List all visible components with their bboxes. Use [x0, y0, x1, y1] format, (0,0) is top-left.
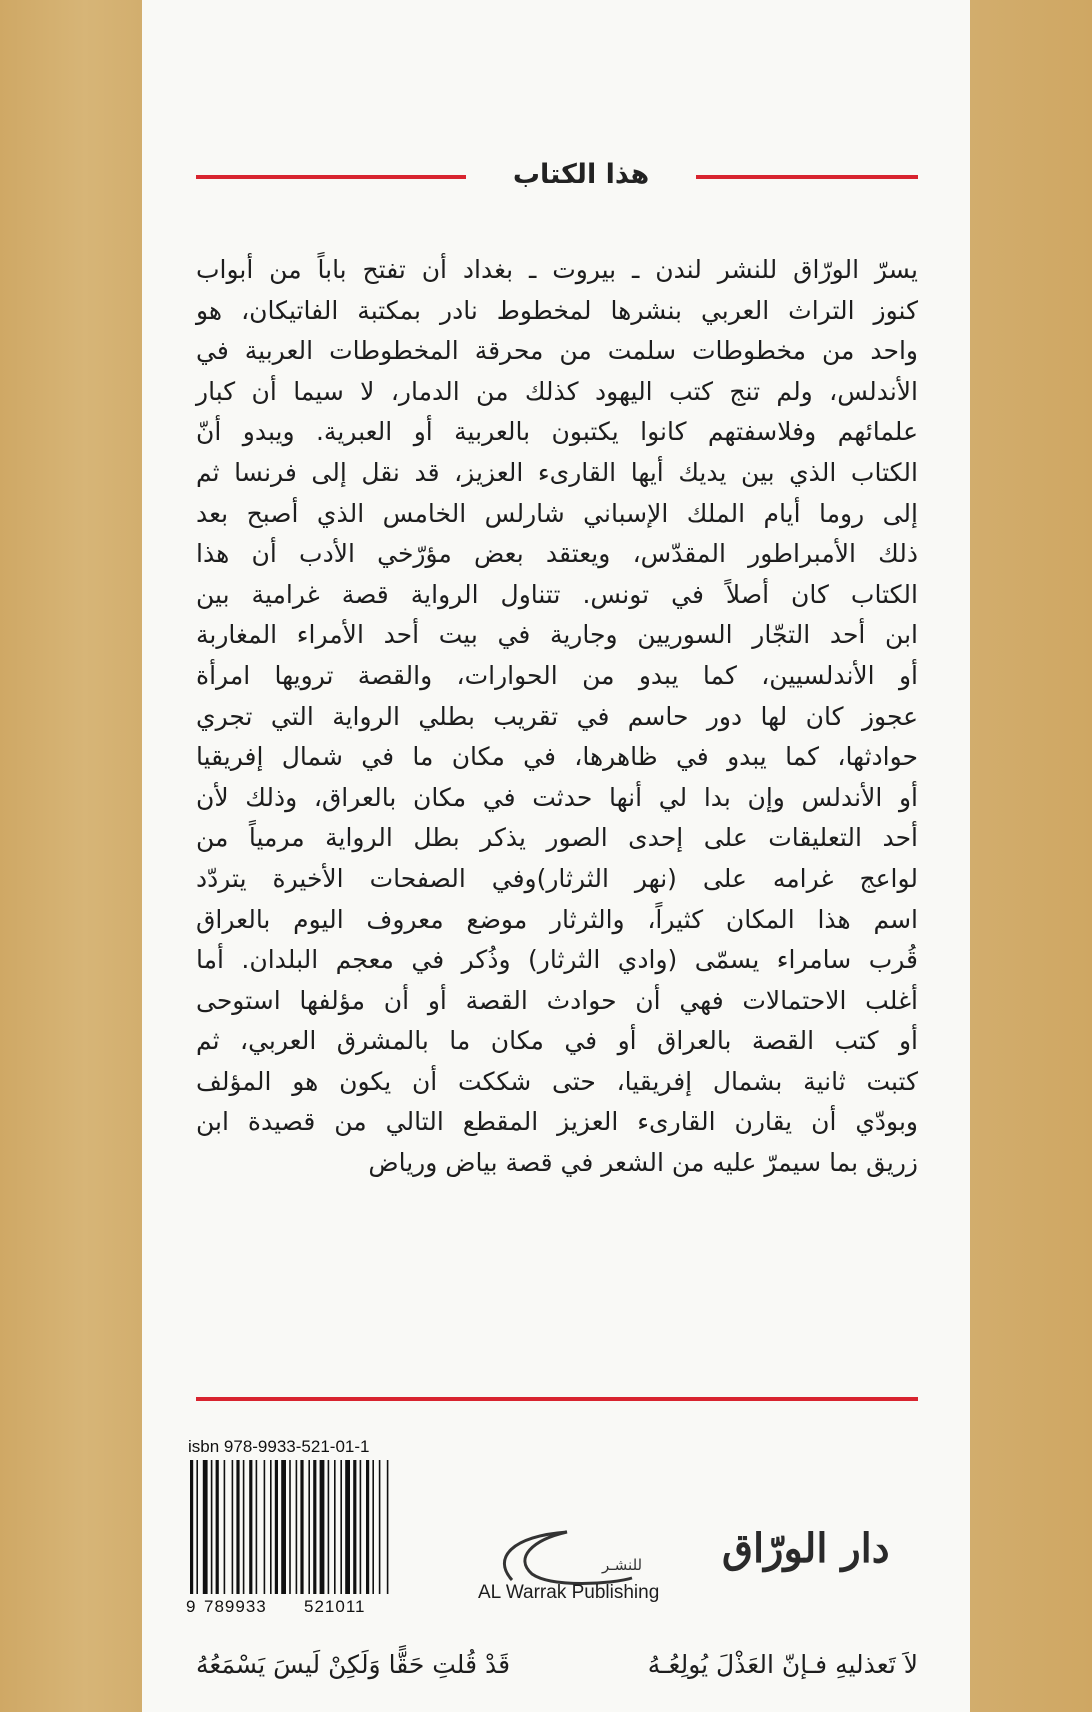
blurb-line: كتبت ثانية بشمال إفريقيا، حتى شككت أن يكون هو المؤلف — [196, 1066, 918, 1096]
barcode-bar — [379, 1460, 381, 1594]
barcode-bar — [308, 1460, 310, 1594]
barcode-bar — [216, 1460, 219, 1594]
barcode-bar — [296, 1460, 298, 1594]
barcode-bar — [270, 1460, 272, 1594]
barcode-bar — [211, 1460, 213, 1594]
barcode-bar — [289, 1460, 291, 1594]
poem-hemistich-second: قَدْ قُلتِ حَقًّا وَلَكِنْ لَيسَ يَسْمَعُهُ — [196, 1650, 511, 1679]
logo-arabic: دار الورّاق — [722, 1525, 890, 1572]
blurb-line: أحد التعليقات على إحدى الصور يذكر بطل الرواية مرمياً من — [196, 823, 918, 853]
barcode-bar — [366, 1460, 369, 1594]
barcode-bar — [281, 1460, 286, 1594]
blurb-line: يسرّ الورّاق للنشر لندن ـ بيروت ـ بغداد أن تفتح باباً من أبواب — [196, 255, 918, 284]
isbn-label: isbn 978-9933-521-01-1 — [188, 1437, 370, 1456]
blurb-line: واحد من مخطوطات سلمت من محرقة المخطوطات العربية في — [196, 336, 918, 366]
blurb-line: أو كتب القصة بالعراق أو في مكان ما بالمشرق العربي، ثم — [196, 1026, 918, 1056]
blurb-line: الكتاب كان أصلاً في تونس. تتناول الرواية قصة غرامية بين — [196, 579, 918, 609]
publisher-name-en: AL Warrak Publishing — [478, 1582, 660, 1603]
barcode-bar — [190, 1460, 193, 1594]
cover-right-edge — [970, 0, 1092, 1712]
blurb-line: علمائهم وفلاسفتهم كانوا يكتبون بالعربية أو العبرية. ويبدو أنّ — [196, 417, 918, 447]
header-rule-right — [696, 175, 918, 179]
blurb-line: إلى روما أيام الملك الإسباني شارلس الخامس الذي أصبح بعد — [196, 498, 918, 528]
barcode-bar — [328, 1460, 330, 1594]
blurb-line: الأندلس، ولم تنج كتب اليهود كذلك من الدمار، لا سيما أن كبار — [196, 376, 918, 406]
header-rule-left — [196, 175, 466, 179]
barcode-bar — [353, 1460, 356, 1594]
barcode-group-2: 521011 — [304, 1597, 366, 1616]
blurb-line: زريق بما سيمرّ عليه من الشعر في قصة بياض ورياض — [368, 1148, 918, 1178]
barcode-bar — [387, 1460, 389, 1594]
back-cover-page — [142, 0, 970, 1712]
blurb-line: حوادثها، كما يبدو في ظاهرها، في مكان ما في شمال إفريقيا — [196, 742, 918, 772]
blurb-text — [196, 250, 918, 1184]
blurb-line: عجوز كان لها دور حاسم في تقريب بطلي الرواية التي تجري — [196, 701, 918, 731]
barcode-bar — [372, 1460, 374, 1594]
barcode-bar — [300, 1460, 303, 1594]
section-header — [196, 150, 918, 200]
cover-left-edge — [0, 0, 142, 1712]
barcode-bar — [320, 1460, 325, 1594]
barcode-bar — [345, 1460, 350, 1594]
barcode-bar — [275, 1460, 278, 1594]
barcode-bar — [264, 1460, 266, 1594]
barcode-bar — [256, 1460, 258, 1594]
barcode-bar — [203, 1460, 208, 1594]
blurb-line: ذلك الأمبراطور المقدّس، ويعتقد بعض مؤرّخي الأدب أن هذا — [196, 539, 918, 569]
blurb-line: ابن أحد التجّار السوريين وجارية في بيت أحد الأمراء المغاربة — [196, 620, 918, 650]
barcode-bars — [190, 1460, 388, 1594]
blurb-line: أو الأندلسيين، كما يبدو من الحوارات، والقصة ترويها امرأة — [196, 660, 918, 690]
isbn-barcode — [186, 1432, 406, 1622]
barcode-bar — [313, 1460, 316, 1594]
blurb-line: اسم هذا المكان كثيراً، والثرثار موضع معروف اليوم بالعراق — [196, 904, 918, 934]
logo-subtitle: للنشـر — [602, 1556, 643, 1574]
barcode-bar — [243, 1460, 245, 1594]
barcode-group-1: 789933 — [204, 1597, 267, 1616]
blurb-line: أغلب الاحتمالات فهي أن حوادث القصة أو أن مؤلفها استوحى — [196, 985, 918, 1015]
barcode-bar — [236, 1460, 239, 1594]
poem-verse — [196, 1650, 918, 1694]
barcode-lead-digit: 9 — [186, 1597, 196, 1616]
barcode-bar — [249, 1460, 252, 1594]
barcode-bar — [334, 1460, 336, 1594]
poem-hemistich-first: لاَ تَعذليهِ فـإنّ العَذْلَ يُولِعُـهُ — [647, 1650, 918, 1679]
barcode-bar — [340, 1460, 342, 1594]
barcode-bar — [232, 1460, 234, 1594]
barcode-bar — [224, 1460, 226, 1594]
footer-rule — [196, 1397, 918, 1401]
blurb-line: وبودّي أن يقارن القارىء العزيز المقطع التالي من قصيدة ابن — [196, 1107, 918, 1137]
section-title: هذا الكتاب — [512, 159, 650, 190]
blurb-line: الكتاب الذي بين يديك أيها القارىء العزيز، قد نقل إلى فرنسا ثم — [196, 457, 918, 487]
blurb-line: أو الأندلس وإن بدا لي أنها حدثت في مكان بالعراق، وذلك لأن — [196, 782, 918, 812]
blurb-line: لواعج غرامه على (نهر الثرثار)وفي الصفحات الأخيرة يتردّد — [196, 863, 918, 893]
blurb-line: قُرب سامراء يسمّى (وادي الثرثار) وذُكر في معجم البلدان. أما — [196, 945, 918, 975]
barcode-bar — [196, 1460, 198, 1594]
blurb-line: كنوز التراث العربي بنشرها لمخطوط نادر بمكتبة الفاتيكان، هو — [196, 295, 918, 325]
barcode-bar — [360, 1460, 362, 1594]
